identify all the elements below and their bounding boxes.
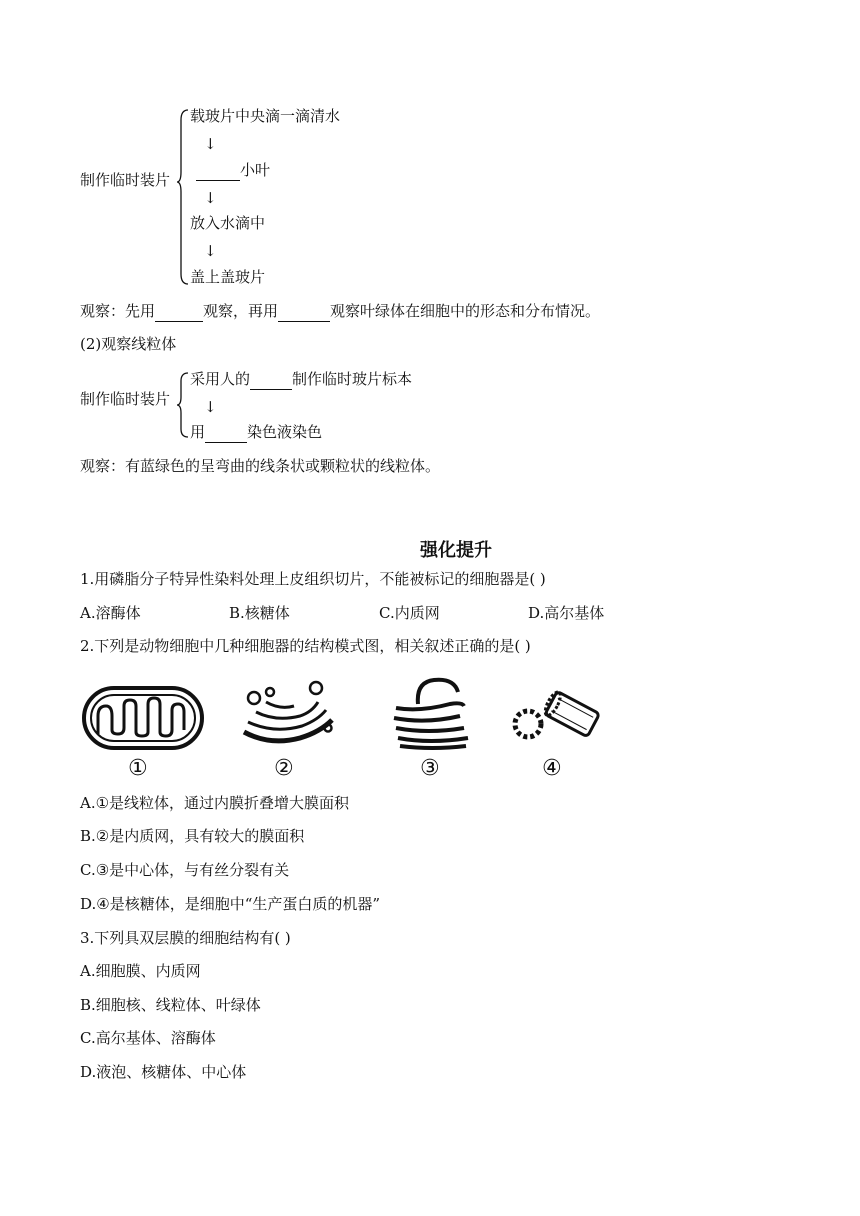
- answer-blank[interactable]: [155, 301, 203, 322]
- q2-option-b[interactable]: B.②是内质网，具有较大的膜面积: [80, 827, 305, 845]
- mito-step-1-suffix: 制作临时玻片标本: [292, 370, 413, 388]
- leaf-step-4: 盖上盖玻片: [190, 268, 266, 286]
- leaf-step-3: 放入水滴中: [190, 214, 266, 232]
- section-title: 强化提升: [420, 540, 492, 561]
- leaf-observe-suffix: 观察叶绿体在细胞中的形态和分布情况。: [330, 302, 601, 320]
- answer-blank[interactable]: [196, 160, 240, 181]
- mito-step-2: [190, 422, 322, 443]
- leaf-step-2: [196, 160, 270, 181]
- leaf-prep-label: 制作临时装片: [80, 171, 171, 189]
- q1-option-c[interactable]: C.内质网: [379, 604, 440, 622]
- leaf-step-2-text: 小叶: [240, 161, 271, 179]
- q2-stem: 2.下列是动物细胞中几种细胞器的结构模式图，相关叙述正确的是( ): [80, 637, 531, 655]
- leaf-arrow-3: ↓: [204, 242, 217, 260]
- q1-stem: 1.用磷脂分子特异性染料处理上皮组织切片，不能被标记的细胞器是( ): [80, 570, 546, 588]
- mito-arrow: ↓: [204, 398, 217, 416]
- mito-heading: (2)观察线粒体: [80, 335, 177, 353]
- leaf-step-1: 载玻片中央滴一滴清水: [190, 107, 341, 125]
- golgi-diagram: [394, 680, 468, 748]
- q2-option-a[interactable]: A.①是线粒体，通过内膜折叠增大膜面积: [80, 794, 350, 812]
- centriole-diagram: [515, 690, 600, 737]
- mito-step-1: [190, 369, 412, 390]
- q3-option-b[interactable]: B.细胞核、线粒体、叶绿体: [80, 996, 261, 1014]
- mito-step-2-prefix: 用: [190, 423, 206, 441]
- answer-blank[interactable]: [278, 301, 330, 322]
- mito-prep-brace: [176, 371, 190, 441]
- q3-option-d[interactable]: D.液泡、核糖体、中心体: [80, 1063, 247, 1081]
- figure-label-2: ②: [274, 756, 294, 781]
- mito-prep-label: 制作临时装片: [80, 390, 171, 408]
- q3-option-c[interactable]: C.高尔基体、溶酶体: [80, 1029, 216, 1047]
- q1-option-d[interactable]: D.高尔基体: [528, 604, 605, 622]
- mito-step-2-suffix: 染色液染色: [247, 423, 323, 441]
- leaf-arrow-2: ↓: [204, 189, 217, 207]
- leaf-observe-prefix: 观察：先用: [80, 302, 156, 320]
- figure-label-3: ③: [420, 756, 440, 781]
- q2-option-d[interactable]: D.④是核糖体，是细胞中“生产蛋白质的机器”: [80, 895, 381, 913]
- q2-option-c[interactable]: C.③是中心体，与有丝分裂有关: [80, 861, 290, 879]
- q1-option-b[interactable]: B.核糖体: [229, 604, 290, 622]
- figure-label-4: ④: [542, 756, 562, 781]
- leaf-observe-line: [80, 301, 600, 322]
- q3-stem: 3.下列具双层膜的细胞结构有( ): [80, 929, 291, 947]
- q1-option-a[interactable]: A.溶酶体: [80, 604, 141, 622]
- q3-option-a[interactable]: A.细胞膜、内质网: [80, 962, 201, 980]
- mito-observe: 观察：有蓝绿色的呈弯曲的线条状或颗粒状的线粒体。: [80, 457, 441, 475]
- mito-step-1-prefix: 采用人的: [190, 370, 251, 388]
- leaf-arrow-1: ↓: [204, 135, 217, 153]
- figure-label-1: ①: [128, 756, 148, 781]
- golgi-like-diagram: [244, 682, 332, 741]
- leaf-prep-brace: [176, 108, 190, 288]
- leaf-observe-middle: 观察，再用: [203, 302, 279, 320]
- answer-blank[interactable]: [205, 422, 247, 443]
- answer-blank[interactable]: [250, 369, 292, 390]
- mitochondrion-diagram: [84, 688, 202, 748]
- organelle-figure: [80, 676, 620, 756]
